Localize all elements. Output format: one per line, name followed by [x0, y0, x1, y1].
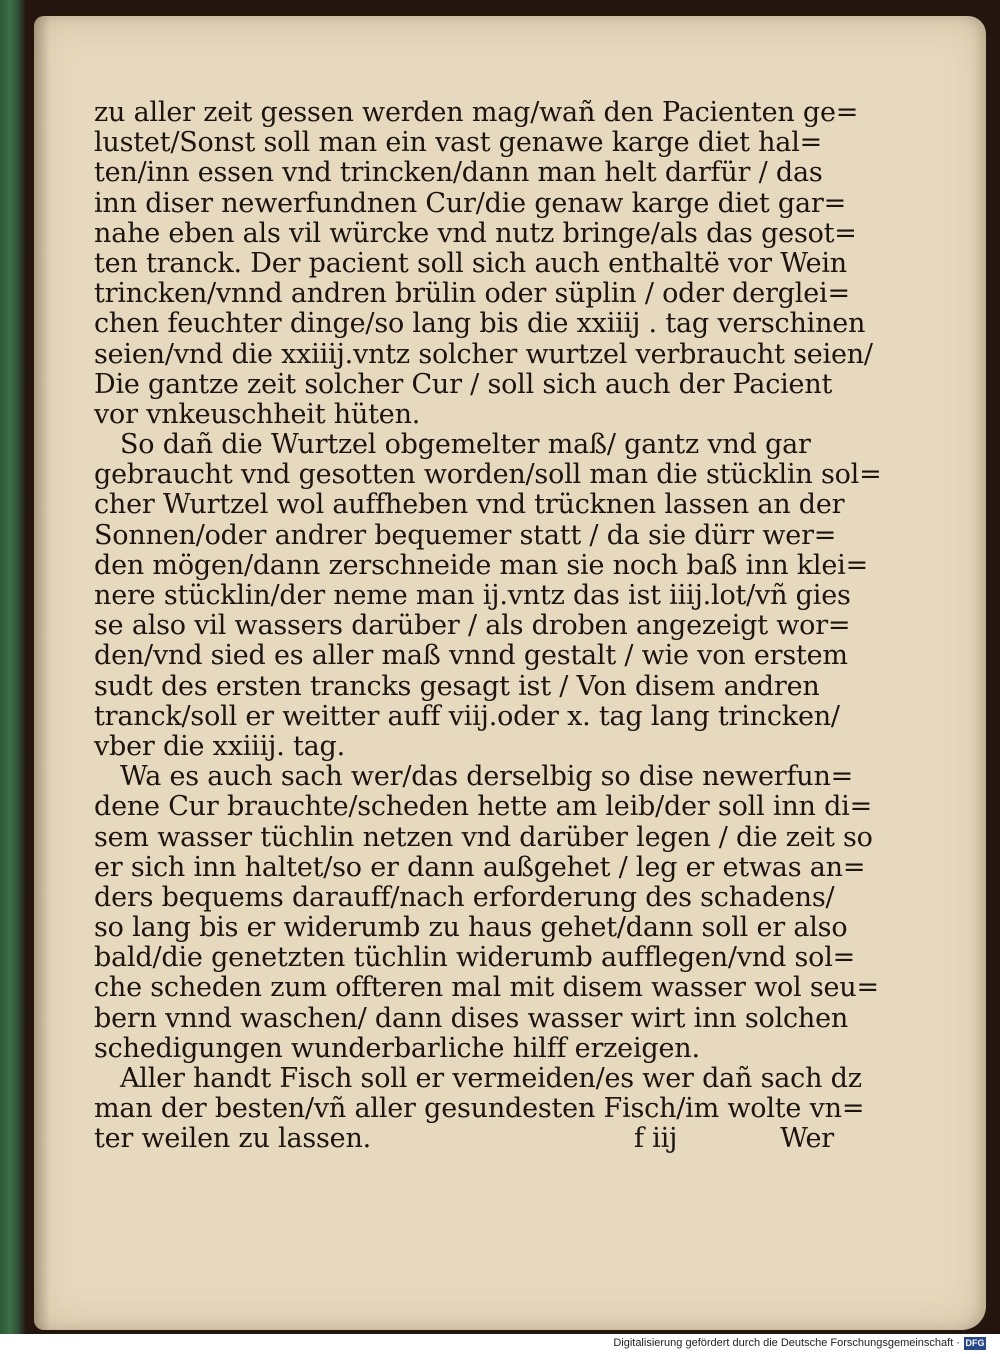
text-line: dene Cur brauchte/scheden hette am leib/der soll inn di=	[94, 791, 873, 823]
text-line: trincken/vnnd andren brülin oder süplin / oder derglei=	[94, 278, 850, 310]
text-line: sem wasser tüchlin netzen vnd darüber legen / die zeit so	[94, 821, 873, 853]
text-line: inn diser newerfundnen Cur/die genaw karge diet gar=	[94, 187, 847, 219]
paragraph-start-line: Wa es auch sach wer/das derselbig so dise newerfun=	[120, 761, 854, 793]
text-line: bern vnnd waschen/ dann dises wasser wirt inn solchen	[94, 1002, 849, 1034]
text-line: Sonnen/oder andrer bequemer statt / da sie dürr wer=	[94, 519, 837, 551]
text-line: den mögen/dann zerschneide man sie noch baß inn klei=	[94, 549, 868, 581]
text-line: man der besten/vñ aller gesundesten Fisch/im wolte vn=	[94, 1093, 865, 1125]
text-line: ten tranck. Der pacient soll sich auch enthaltë vor Wein	[94, 247, 847, 279]
text-line: zu aller zeit gessen werden mag/wañ den Pacienten ge=	[94, 97, 859, 128]
body-text	[94, 97, 882, 1155]
text-line: lustet/Sonst soll man ein vast genawe karge diet hal=	[94, 127, 823, 159]
text-line: tranck/soll er weitter auff viij.oder x. tag lang trincken/	[94, 700, 840, 732]
paragraph-start-line: Aller handt Fisch soll er vermeiden/es wer dañ sach dz	[120, 1063, 862, 1094]
text-line: seien/vnd die xxiiij.vntz solcher wurtzel verbraucht seien/	[94, 338, 873, 370]
text-line: che scheden zum offteren mal mit disem wasser wol seu=	[94, 972, 879, 1004]
text-line: chen feuchter dinge/so lang bis die xxiiij . tag verschinen	[94, 308, 866, 340]
text-line: se also vil wassers darüber / als droben angezeigt wor=	[94, 610, 851, 642]
signature-mark: f iij	[633, 1123, 678, 1155]
text-line: ter weilen zu lassen.	[94, 1123, 372, 1155]
text-line: vber die xxiiij. tag.	[94, 730, 345, 762]
text-line: vor vnkeuschheit hüten.	[94, 398, 421, 430]
catchword: Wer	[780, 1123, 834, 1155]
funding-credit: Digitalisierung gefördert durch die Deutsche Forschungsgemeinschaft ·	[613, 1337, 960, 1349]
text-line: ders bequems darauff/nach erforderung des schadens/	[94, 881, 835, 913]
text-line: er sich inn haltet/so er dann außgehet / leg er etwas an=	[94, 851, 866, 883]
text-line: sudt des ersten trancks gesagt ist / Von disem andren	[94, 670, 820, 702]
final-line	[94, 1124, 834, 1154]
page-gutter-shadow	[34, 16, 50, 1330]
footer-bar	[0, 1334, 1000, 1354]
text-line: nahe eben als vil würcke vnd nutz bringe/als das gesot=	[94, 217, 857, 249]
text-line: Die gantze zeit solcher Cur / soll sich auch der Pacient	[94, 368, 833, 400]
text-line: so lang bis er widerumb zu haus gehet/dann soll er also	[94, 912, 848, 944]
paragraph-start-line: So dañ die Wurtzel obgemelter maß/ gantz vnd gar	[120, 429, 811, 461]
dfg-logo-icon: DFG	[965, 1338, 985, 1348]
text-line: ten/inn essen vnd trincken/dann man helt darfür / das	[94, 157, 823, 189]
text-line: den/vnd sied es aller maß vnnd gestalt / wie von erstem	[94, 640, 848, 672]
text-line: cher Wurtzel wol auffheben vnd trücknen lassen an der	[94, 489, 845, 521]
text-line: gebraucht vnd gesotten worden/soll man die stücklin sol=	[94, 459, 882, 491]
text-line: nere stücklin/der neme man ij.vntz das ist iiij.lot/vñ gies	[94, 580, 851, 611]
text-line: bald/die genetzten tüchlin widerumb aufflegen/vnd sol=	[94, 942, 856, 974]
text-line: schedigungen wunderbarliche hilff erzeigen.	[94, 1032, 700, 1064]
